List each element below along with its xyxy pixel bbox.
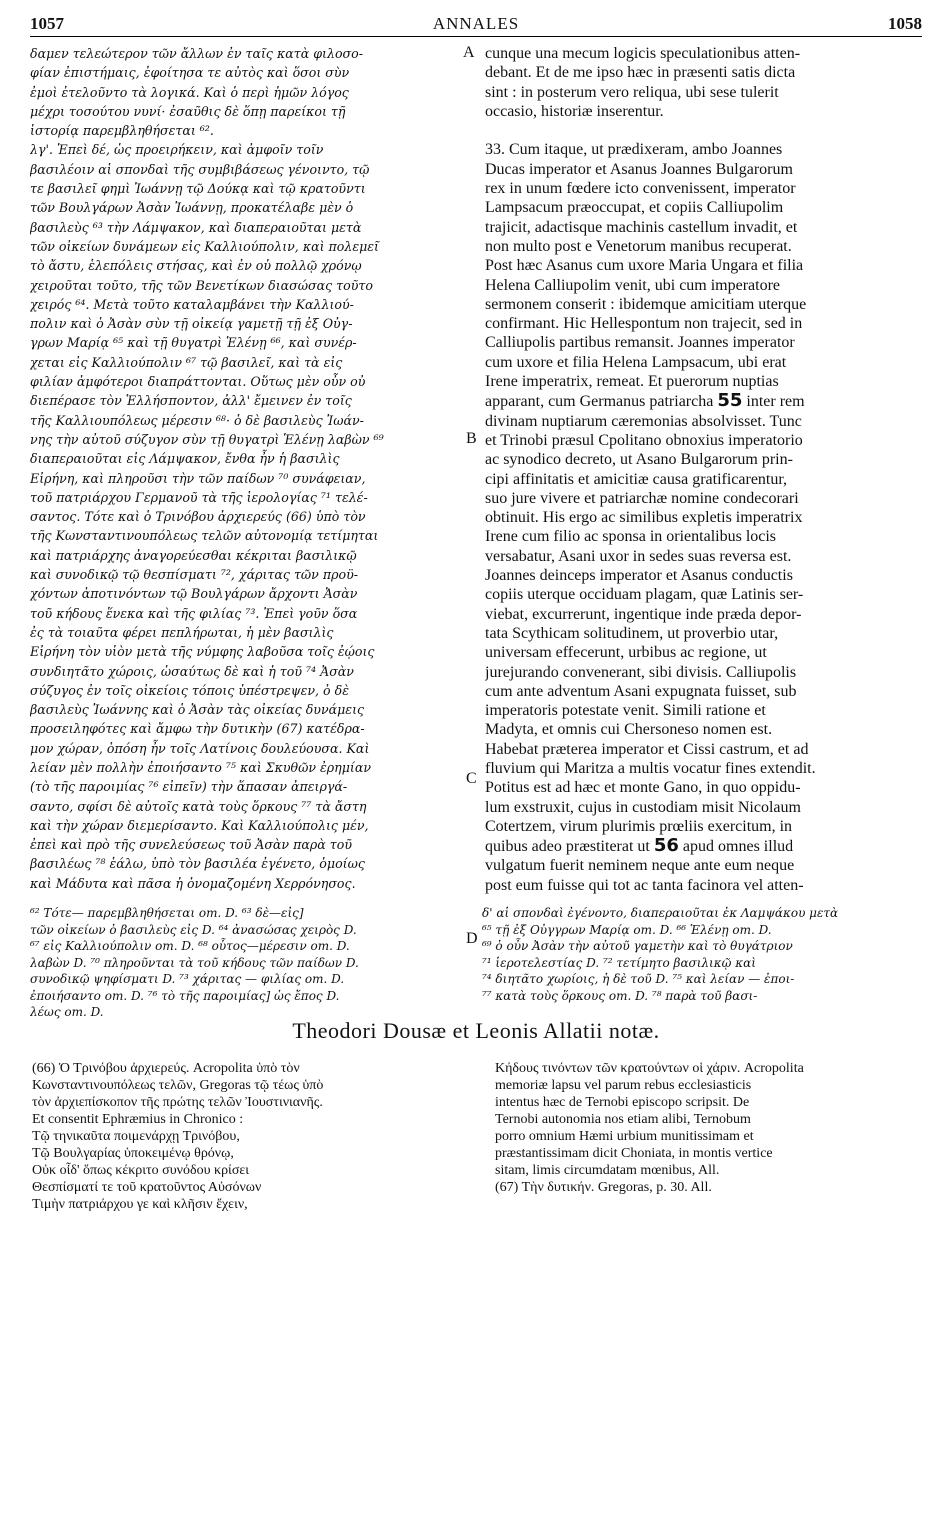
note-line: (66) Ὁ Τρινόβου ἀρχιερεύς. Acropolita ὑπὸ τὸν: [32, 1061, 300, 1076]
footnotes-left: [30, 905, 470, 1025]
latin-text-line: cipi affinitatis et amicitiæ causa gratificarentur,: [485, 470, 788, 488]
latin-text-line: occasio, historiæ inserentur.: [485, 102, 664, 120]
note-line: Οὐκ οἶδ' ὅπως κέκριτο συνόδου κρίσει: [32, 1163, 250, 1178]
footnote-line: ⁷⁷ κατὰ τοὺς ὅρκους om. D. ⁷⁸ παρὰ τοῦ βασι-: [482, 988, 758, 1003]
greek-text-line: τε βασιλεῖ φημὶ Ἰωάννῃ τῷ Δούκᾳ καὶ τῷ κρατοῦντι: [30, 181, 366, 197]
note-line: Κωνσταντινουπόλεως τελῶν, Gregoras τῷ τέως ὑπὸ: [32, 1078, 324, 1093]
latin-text-line: debant. Et de me ipso hæc in præsenti satis dicta: [485, 64, 796, 82]
greek-text-line: τῆς Κωνσταντινουπόλεως τελῶν αὐτονομίᾳ τετίμηται: [30, 528, 379, 544]
latin-text-line: Irene imperatrix, remeat. Et puerorum nuptias: [485, 373, 779, 391]
running-title: ANNALES: [432, 14, 520, 33]
latin-text-line: copiis uterque occiduam plagam, quæ Latinis ser-: [485, 586, 804, 604]
latin-text-line: Irene cum filio ac sponsa in orientalibus locis: [485, 528, 777, 546]
greek-text-line: χειροῦται τοῦτο, τῆς τῶν Βενετίκων διασώσας τοῦτο: [30, 277, 373, 293]
footnote-line: ⁶⁹ ὁ οὖν Ἀσὰν τὴν αὐτοῦ γαμετὴν καὶ τὸ θυγάτριον: [482, 939, 793, 953]
greek-text-line: λείαν μὲν πολλὴν ἐποιήσαντο ⁷⁵ καὶ Σκυθῶν ἐρημίαν: [30, 759, 372, 775]
footnote-line: συνοδικῷ ψηφίσματι D. ⁷³ χάριτας — φιλίας om. D.: [30, 972, 345, 986]
latin-text-line: post eum fuisse qui tot ac tanta facinora vel atten-: [485, 876, 804, 894]
note-line: intentus hæc de Ternobi episcopo scripsit. De: [495, 1095, 750, 1110]
latin-text-line: lum exstruxit, cujus in custodiam misit Nicolaum: [485, 798, 801, 816]
greek-text-line: βασιλέως ⁷⁸ ἑάλω, ὑπὸ τὸν βασιλέα ἐγένετο, ὁμοίως: [30, 856, 365, 872]
greek-text-line: καὶ Μάδυτα καὶ πᾶσα ἡ ὀνομαζομένη Χερρόνησος.: [30, 875, 356, 891]
greek-text-line: καὶ συνοδικῷ τῷ θεσπίσματι ⁷², χάριτας τῶν προϋ-: [30, 567, 359, 583]
greek-text-line: χόντων ἀποτινόντων τῷ Βουλγάρων ἄρχοντι Ἀσὰν: [30, 586, 358, 602]
latin-text-line: Post hæc Asanus cum uxore Maria Ungara et filia: [485, 257, 804, 275]
greek-text-line: πολιν καὶ ὁ Ἀσὰν σὺν τῇ οἰκείᾳ γαμετῇ τῇ ἐξ Οὐγ-: [30, 316, 353, 332]
greek-text-line: συνδιητᾶτο χώροις, ὡσαύτως δὲ καὶ ἡ τοῦ ⁷⁴ Ἀσὰν: [30, 663, 354, 679]
footnote-line: ⁶⁷ εἰς Καλλιούπολιν om. D. ⁶⁸ οὗτος—μέρεσιν om. D.: [30, 939, 350, 953]
latin-text-line: suo jure vivere et patriarchæ nomine condecorari: [485, 489, 799, 507]
greek-text-line: διαπεραιοῦται εἰς Λάμψακον, ἔνθα ἦν ἡ βασιλὶς: [30, 451, 340, 467]
greek-text-line: προσειληφότες καὶ ἄμφω τὴν δυτικὴν (67) κατέδρα-: [30, 721, 365, 737]
greek-text-line: τὸ ἄστυ, ἑλεπόλεις στήσας, καὶ ἐν οὐ πολλῷ χρόνῳ: [30, 258, 362, 274]
latin-text-line: Potitus est ad hæc et monte Gano, in quo oppidu-: [485, 779, 801, 797]
latin-text-line: [485, 121, 921, 140]
latin-text-line: universam effecerunt, urbibus ac regione, ut: [485, 644, 767, 662]
note-line: Ternobi autonomia nos etiam alibi, Ternobum: [495, 1112, 751, 1127]
footnote-line: δ' αἱ σπονδαὶ ἐγένοντο, διαπεραιοῦται ἐκ Λαμψάκου μετὰ: [482, 906, 839, 920]
greek-text-line: γρων Μαρίᾳ ⁶⁵ καὶ τῇ θυγατρὶ Ἑλένῃ ⁶⁶, καὶ συνέρ-: [30, 335, 357, 351]
latin-text-line: cunque una mecum logicis speculationibus atten-: [485, 45, 801, 62]
greek-text-line: μον χώραν, ὁπόση ἦν τοῖς Λατίνοις δουλεύουσα. Καὶ: [30, 740, 370, 756]
latin-text-line: Madyta, et omnis cui Chersoneso nomen est.: [485, 721, 773, 739]
greek-text-line: τοῦ κήδους ἕνεκα καὶ τῆς φιλίας ⁷³. Ἐπεὶ γοῦν ὅσα: [30, 605, 358, 621]
latin-text-line: trajicit, adactisque machinis castellum invadit, et: [485, 218, 798, 236]
note-line: (67) Τὴν δυτικήν. Gregoras, p. 30. All.: [495, 1180, 712, 1195]
latin-text-line: Helena Calliupolim venit, ubi cum imperatore: [485, 276, 781, 294]
latin-text-line: Calliupolis partibus remansit. Joannes imperator: [485, 334, 795, 352]
greek-text-line: καὶ τὴν χώραν διεμερίσαντο. Καὶ Καλλιούπολις μέν,: [30, 817, 369, 833]
greek-text-line: ἐς τὰ τοιαῦτα φέρει πεπλήρωται, ἡ μὲν βασιλὶς: [30, 624, 334, 640]
margin-marker-c: C: [466, 770, 477, 787]
notes-left-column: [32, 1060, 462, 1230]
footnotes-right: [482, 905, 922, 1005]
left-page-number: 1057: [30, 14, 64, 33]
greek-text-line: μέχρι τοσούτου νυνί· ἐσαῦθις δὲ ὅπῃ παρείκοι τῇ: [30, 103, 346, 119]
greek-text-line: καὶ πατριάρχης ἀναγορεύεσθαι κέκριται βασιλικῷ: [30, 547, 357, 563]
greek-text-line: νης τὴν αὐτοῦ σύζυγον σὺν τῇ θυγατρὶ Ἑλένῃ λαβὼν ⁶⁹: [30, 431, 384, 447]
greek-text-column: [30, 44, 462, 894]
latin-text-line: obtinuit. His ergo ac similibus expletis imperatrix: [485, 509, 803, 527]
latin-text-line: viebat, excurrerunt, ingentique inde præda depor-: [485, 605, 802, 623]
footnote-line: ⁶² Τότε— παρεμβληθήσεται om. D. ⁶³ δὲ—εἰς]: [30, 906, 304, 920]
running-header: [30, 10, 922, 37]
latin-text-line: cum uxore et filia Helena Lampsacum, ubi erat: [485, 353, 787, 371]
greek-text-line: τῆς Καλλιουπόλεως μέρεσιν ⁶⁸· ὁ δὲ βασιλεὺς Ἰωάν-: [30, 412, 364, 428]
latin-text-line: 33. Cum itaque, ut prædixeram, ambo Joannes: [485, 141, 783, 159]
latin-text-column: [485, 44, 921, 904]
latin-text-line: imperatoris potestate venit. Simili ratione et: [485, 702, 766, 720]
greek-text-line: τῶν οἰκείων δυνάμεων εἰς Καλλιούπολιν, καὶ πολεμεῖ: [30, 238, 379, 254]
latin-text-line: tata Scythicam solitudinem, ut proverbio utar,: [485, 624, 779, 642]
greek-text-line: ἐπεὶ καὶ πρὸ τῆς συνελεύσεως τοῦ Ἀσὰν παρὰ τοῦ: [30, 837, 352, 853]
latin-text-line: apparant, cum Germanus patriarcha 55 inter rem: [485, 391, 805, 412]
greek-text-line: χειρός ⁶⁴. Μετὰ τοῦτο καταλαμβάνει τὴν Καλλιού-: [30, 296, 354, 312]
latin-text-line: Habebat præterea imperator et Cissi castrum, et ad: [485, 740, 809, 758]
latin-text-line: vulgatum fuerit neminem neque ante eum neque: [485, 857, 795, 875]
footnote-line: ἐποιήσαντο om. D. ⁷⁶ τὸ τῆς παροιμίας] ὡς ἔπος D.: [30, 988, 340, 1003]
note-line: Τῷ τηνικαῦτα ποιμενάρχῃ Τρινόβου,: [32, 1129, 240, 1144]
latin-text-line: ac synodico decreto, ut Asano Bulgarorum prin-: [485, 451, 793, 469]
note-line: sitam, limis circumdatam mœnibus, All.: [495, 1163, 720, 1178]
latin-text-line: quibus adeo præstiterat ut 56 apud omnes illud: [485, 836, 794, 857]
latin-text-line: sermonem conserit : ibidemque amicitiam uterque: [485, 295, 807, 313]
greek-text-line: σύζυγος ἐν τοῖς οἰκείοις τόποις ὑπέστρεψεν, ὁ δὲ: [30, 682, 349, 698]
latin-text-line: jurejurando convenerant, sibi divisis. Calliupolis: [485, 663, 797, 681]
right-page-number: 1058: [888, 14, 922, 33]
footnote-line: ⁶⁵ τῇ ἐξ Οὐγγρων Μαρίᾳ om. D. ⁶⁶ Ἑλένῃ om. D.: [482, 922, 772, 937]
note-line: memoriæ lapsu vel parum rebus ecclesiasticis: [495, 1078, 752, 1093]
greek-text-line: σαντο, σφίσι δὲ αὐτοῖς κατὰ τοὺς ὅρκους ⁷⁷ τὰ ἄστη: [30, 798, 367, 814]
latin-text-line: cum ante adventum Asani expugnata fuisset, sub: [485, 682, 797, 700]
greek-text-line: Εἰρήνη τὸν υἱὸν μετὰ τῆς νύμφης λαβοῦσα τοῖς ἐῴοις: [30, 644, 375, 660]
note-line: Τιμὴν πατριάρχου γε καὶ κλῆσιν ἔχειν,: [32, 1197, 248, 1212]
note-line: τὸν ἀρχιεπίσκοπον τῆς πρώτης τελῶν Ἰουστινιανῆς.: [32, 1095, 323, 1110]
margin-marker-b: B: [466, 430, 477, 447]
latin-text-line: divinam nuptiarum cæremonias absolvisset. Tunc: [485, 412, 802, 430]
greek-text-line: βασιλέοιν αἱ σπονδαὶ τῆς συμβιβάσεως γένοιντο, τῷ: [30, 161, 370, 177]
footnote-line: ⁷¹ ἱεροτελεστίας D. ⁷² τετίμητο βασιλικῷ καὶ: [482, 955, 756, 970]
footnote-line: λαβὼν D. ⁷⁰ πληροῦνται τὰ τοῦ κήδους τῶν παίδων D.: [30, 955, 359, 970]
footnote-line: τῶν οἰκείων ὁ βασιλεὺς εἰς D. ⁶⁴ ἀνασώσας χειρὸς D.: [30, 922, 357, 937]
footnote-line: λέως om. D.: [30, 1005, 104, 1019]
greek-text-line: βασιλεὺς Ἰωάννης καὶ ὁ Ἀσὰν τὰς οἰκείας δυνάμεις: [30, 702, 365, 718]
greek-text-line: Εἰρήνη, καὶ πληροῦσι τὴν τῶν παίδων ⁷⁰ συνάφειαν,: [30, 470, 366, 486]
latin-text-line: sint : in posterum vero reliqua, ubi sese tulerit: [485, 83, 779, 101]
latin-text-line: non multo post e Venetorum manibus recuperat.: [485, 237, 792, 255]
latin-text-line: confirmant. Hic Hellespontum non trajecit, sed in: [485, 315, 803, 333]
notes-right-column: [495, 1060, 920, 1210]
greek-text-line: φιλίαν ἀμφότεροι διαπράττονται. Οὕτως μὲν οὖν οὐ: [30, 374, 366, 390]
greek-text-line: ἱστορίᾳ παρεμβληθήσεται ⁶².: [30, 123, 214, 139]
greek-text-line: ἐμοὶ ἐτελοῦντο τὰ λογικά. Καὶ ὁ περὶ ἡμῶν λόγος: [30, 84, 349, 100]
latin-text-line: Joannes deinceps imperator et Asanus conductis: [485, 567, 793, 585]
latin-text-line: et Trinobi præsul Cpolitano obnoxius imperatorio: [485, 431, 803, 449]
note-line: Θεσπίσματί τε τοῦ κρατοῦντος Αὐσόνων: [32, 1180, 262, 1195]
greek-text-line: διεπέρασε τὸν Ἑλλήσποντον, ἀλλ' ἔμεινεν ἐν τοῖς: [30, 393, 352, 409]
footnote-line: ⁷⁴ διητᾶτο χωρίοις, ἡ δὲ τοῦ D. ⁷⁵ καὶ λείαν — ἐποι-: [482, 972, 795, 986]
note-line: Et consentit Ephræmius in Chronico :: [32, 1112, 244, 1127]
greek-text-line: δαμεν τελεώτερον τῶν ἄλλων ἐν ταῖς κατὰ φιλοσο-: [30, 46, 363, 61]
latin-text-line: Lampsacum præoccupat, et copiis Calliupolim: [485, 199, 784, 217]
note-line: Τῷ Βουλγαρίας ὑποκειμένῳ θρόνῳ,: [32, 1146, 234, 1161]
greek-text-line: φίαν ἐπιστήμαις, ἐφοίτησα τε αὐτὸς καὶ ὅσοι σὺν: [30, 65, 350, 81]
note-line: præstantissimam dicit Choniata, in montis vertice: [495, 1146, 773, 1161]
greek-text-line: χεται εἰς Καλλιούπολιν ⁶⁷ τῷ βασιλεῖ, καὶ τὰ εἰς: [30, 354, 343, 370]
greek-text-line: (τὸ τῆς παροιμίας ⁷⁶ εἰπεῖν) τὴν ἅπασαν ἀπειργά-: [30, 779, 348, 795]
margin-marker-d: D: [466, 930, 478, 947]
margin-marker-a: A: [463, 44, 475, 61]
greek-text-line: βασιλεὺς ⁶³ τὴν Λάμψακον, καὶ διαπεραιοῦται μετὰ: [30, 219, 362, 235]
latin-text-line: Ducas imperator et Asanus Joannes Bulgarorum: [485, 160, 793, 178]
note-line: Κήδους τινόντων τῶν κρατούντων οἱ χάριν. Acropolita: [495, 1061, 804, 1076]
greek-text-line: σαντος. Τότε καὶ ὁ Τρινόβου ἀρχιερεύς (66) ὑπὸ τὸν: [30, 509, 366, 525]
greek-text-line: λγ'. Ἐπεὶ δέ, ὡς προειρήκειν, καὶ ἀμφοῖν τοῖν: [30, 142, 324, 158]
note-line: porro omnium Hæmi urbium munitissimam et: [495, 1129, 754, 1144]
latin-text-line: Cotertzem, virum plurimis prœliis exercitum, in: [485, 817, 793, 835]
greek-text-line: τοῦ πατριάρχου Γερμανοῦ τὰ τῆς ἱερολογίας ⁷¹ τελέ-: [30, 489, 368, 505]
latin-text-line: fluvium qui Maritza a multis vocatur fines extendit.: [485, 759, 816, 777]
notes-title: Theodori Dousæ et Leonis Allatii notæ.: [292, 1018, 660, 1043]
latin-text-line: rex in unum fœdere icto convenissent, imperator: [485, 180, 796, 198]
greek-text-line: τῶν Βουλγάρων Ἀσὰν Ἰωάννῃ, προκατέλαβε μὲν ὁ: [30, 200, 354, 216]
column-number: 55: [717, 391, 743, 412]
latin-text-line: versabatur, Asani uxor in sedes suas reversa est.: [485, 547, 792, 565]
column-number: 56: [653, 836, 679, 857]
